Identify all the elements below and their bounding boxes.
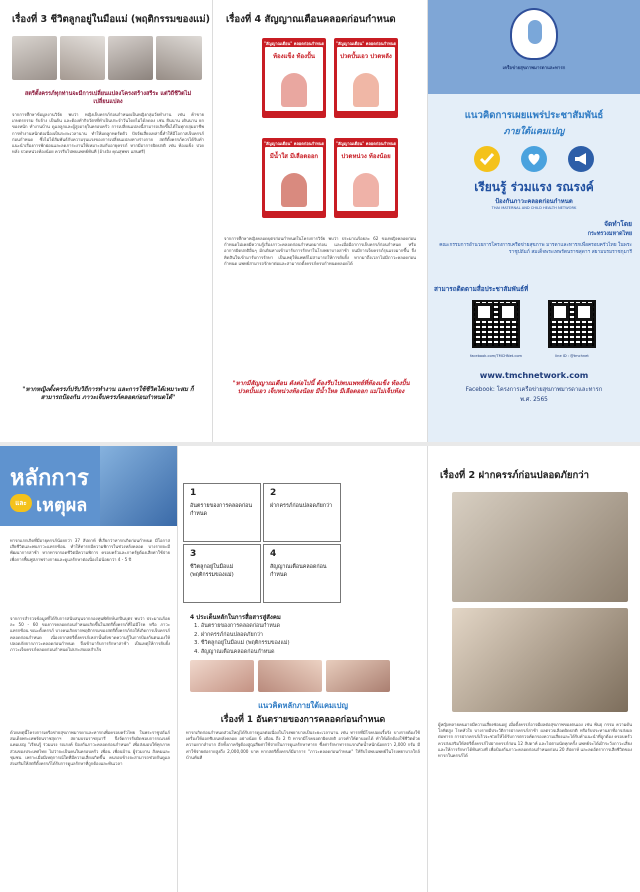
fold-line — [177, 446, 178, 892]
grid-number: 2 — [270, 488, 277, 498]
network-logo — [510, 8, 558, 60]
fold-line — [427, 446, 428, 892]
qr-code-facebook[interactable] — [472, 300, 520, 348]
list-item: 1. อันตรายของการคลอดก่อนกำหนด — [194, 623, 280, 629]
story-grid-cell — [263, 544, 341, 603]
card-label: ปวดบั้นเอว ปวดหลัง — [340, 53, 392, 60]
mother-child-icon — [528, 20, 542, 44]
story-grid-cell — [263, 483, 341, 542]
photo — [12, 36, 57, 80]
premature-baby-photos — [190, 660, 390, 692]
cover-subtitle: ภายใต้แคมเปญ — [503, 127, 565, 137]
publication-year: พ.ศ. 2565 — [520, 397, 548, 403]
qr-caption-line: line ID : @tmchnet — [555, 354, 589, 358]
four-stories-grid — [183, 483, 341, 603]
story3-quote: "หากหญิงตั้งครรภ์ปรับวิถีการทำงาน และการใช้ชีวิตได้เหมาะสม ก็สามารถป้องกัน ภาวะเจ็บครรภ์คลอดก่อนกำหนดได้" — [22, 386, 194, 401]
story1-body: ทารกเกิดก่อนกำหนดส่วนใหญ่ได้รับการดูแลต่อเนื่องในโรงพยาบาลเป็นระยะเวลานาน เช่น ทารกที่มีโรคปอดเรื้อรัง บางรายต้องใช้เครื่องให้ออกซิเจนหลังคลอด อย่างน้อย 6 เดือน ถึง 2 ปี ทารกมีโรคจอตาผิดปกติ อาจทำให้ตาบอดได้ ทำให้เด็กต้องใช้ชีวิตด้วยความยากลำบาก อีกทั้งภาครัฐต้องสูญเสียค่าใช้จ่ายในการดูแลรักษาทารก ซึ่งค่ารักษาทารกแรกเกิดน้ำหนักน้อยกว่า 2,000 กรัม มีค่าใช้จ่ายต่อรายสูงถึง 2,000,000 บาท หากสตรีตั้งครรภ์มีอาการ "ภาวะคลอดก่อนกำหนด" ให้รีบไปพบแพทย์ในโรงพยาบาลใกล้บ้านทันที — [186, 730, 420, 760]
list-item: 3. ชีวิตลูกอยู่ในมือแม่ (พฤติกรรมของแม่) — [194, 640, 290, 647]
follow-label: สามารถติดตามสื่อประชาสัมพันธ์ที่ — [434, 285, 529, 293]
card-caption: "สัญญาณเตือน" คลอดก่อนกำหนด — [263, 41, 325, 46]
story2-body: ผู้หญิงหลายคนอาจมีความเสี่ยงซ่อนอยู่ เมื่อตั้งครรภ์อาจมีผลต่อสุขภาพของตนเอง เช่น พันธุ กรรม ความดันโลหิตสูง โรคหัวใจ บางรายมีประวัติการฝากครรภ์ล่าช้า ผลตรวจเลือดผิดปกติ หรือรับประทานยาที่อาจส่งผลต่อทารก การฝากครรภ์เร็วจะช่วยให้ได้รับการตรวจคัดกรองความเสี่ยงและได้รับคำแนะนำที่ถูกต้อง ครอบครัวควรส่งเสริมให้สตรีตั้งครรภ์ไปฝากครรภ์ก่อน 12 สัปดาห์ และไปตามนัดทุกครั้ง แพทย์จะได้เฝ้าระวังภาวะเสี่ยง และให้การรักษาได้ทันท่วงที เพื่อป้องกันภาวะคลอดก่อนกำหนดก่อน 20 สัปดาห์ และลดอัตราการเสียชีวิตของทารกในครรภ์ได้ — [438, 722, 632, 759]
facebook-link[interactable]: Facebook: โครงการเครือข่ายสุขภาพมารดาและทารก — [465, 387, 603, 393]
grid-number: 3 — [190, 549, 197, 559]
photo — [60, 36, 105, 80]
incubator-photo — [100, 446, 177, 526]
grid-text: ชีวิตลูกอยู่ในมือแม่ (พฤติกรรมของแม่) — [190, 564, 234, 578]
organizer-ministry: กระทรวงมหาดไทย — [587, 231, 632, 237]
card-label: ปวดหน่วง ท้องน้อย — [341, 153, 391, 160]
network-english: THAI MATERNAL AND CHILD HEALTH NETWORK — [491, 206, 577, 210]
story4-heading: เรื่องที่ 4 สัญญาณเตือนคลอดก่อนกำหนด — [226, 14, 396, 25]
card-label: ท้องแข็ง ท้องปั้น — [273, 53, 315, 60]
and-badge: และ — [10, 494, 32, 512]
story-grid-cell — [183, 544, 261, 603]
story3-subheading: สตรีตั้งครรภ์ทุกท่านจะมีการเปลี่ยนแปลงโครงสร้างสรีระ แต่วิถีชีวิตไม่เปลี่ยนแปลง — [24, 91, 192, 105]
organizer-committee: คณะกรรมการอำนวยการโครงการเครือข่ายสุขภาพ มารดาและทารกเพื่อครอบครัวไทย ในพระราชูปถัมภ์ สมเด็จพระเทพรัตนราชสุดาฯ สยามบรมราชกุมารี — [439, 243, 632, 255]
back-pain-illustration — [353, 73, 379, 107]
qr-caption-facebook: facebook.com/TMCHNet.com — [469, 354, 523, 358]
grid-number: 1 — [190, 488, 197, 498]
grid-number: 4 — [270, 549, 277, 559]
story1-heading: เรื่องที่ 1 อันตรายของการคลอดก่อนกำหนด — [220, 715, 386, 725]
pregnant-photos-strip — [12, 36, 202, 80]
photo — [108, 36, 153, 80]
photo — [190, 660, 254, 692]
clinic-photo-1 — [452, 492, 628, 602]
story2-heading: เรื่องที่ 2 ฝากครรภ์ก่อนปลอดภัยกว่า — [440, 470, 590, 481]
cramp-illustration — [353, 173, 379, 207]
principles-banner — [0, 446, 177, 526]
grid-text: สัญญาณเตือนคลอดก่อนกำหนด — [270, 564, 327, 578]
warning-card — [334, 138, 398, 218]
check-icon — [474, 146, 500, 172]
organizer-label: จัดทำโดย — [604, 220, 632, 228]
grid-text: อันตรายของการคลอดก่อนกำหนด — [190, 503, 253, 517]
story4-body: จากการศึกษาหญิงคลอดบุตรก่อนกำหนดในโครงการวิจัย พบว่า ประมาณร้อยละ 62 ของหญิงคลอดก่อนกำหนดไม่เคยมีความรู้เรื่องภาวะคลอดก่อนกำหนดมาก่อน และเมื่อมีอาการเจ็บครรภ์ก่อนกำหนด หรือ อาการผิดปกติอื่นๆ มักเดินทางเข้ามารับการรักษาในโรงพยาบาลล่าช้า จนมีการเจ็บครรภ์รุนแรงมากขึ้น จึงคิดสินใจเข้ามารับการรักษา เป็นเหตุให้แพทย์ไม่สามารถให้การยับยั้ง หากมาถึงเวลาไม่มีภาวะคลอดก่อนกำหนด แพทย์สามารถรักษาต่อและสามารถตั้งครรภ์ครบกำหนดคลอดได้ — [224, 236, 416, 266]
card-caption: "สัญญาณเตือน" คลอดก่อนกำหนด — [263, 141, 325, 146]
card-label: มีน้ำใส มีเลือดออก — [269, 153, 319, 160]
logo-text: เครือข่ายสุขภาพมารดาและทารก — [502, 66, 566, 71]
campaign-slogan: เรียนรู้ ร่วมแรง รณรงค์ — [474, 180, 594, 194]
fold-line — [212, 0, 213, 442]
brochure-inside — [0, 446, 640, 892]
belly-illustration — [281, 73, 307, 107]
concept-line: แนวคิดหลักภายใต้แคมเปญ — [258, 701, 348, 710]
key-issues-title: 4 ประเด็นหลักในการสื่อสารสู่สังคม — [190, 614, 281, 621]
bleeding-illustration — [281, 173, 307, 207]
principles-para2: จากการสำรวจข้อมูลที่ได้รับการสนับสนุนจากกองทุนพิทักษ์นกปืนบุตร พบว่า ประมาณร้อยละ 50 - 60 ของการคลอดก่อนกำหนดเกิดขึ้นในสตรีตั้งครรภ์ที่ไม่มีโรค หรือ ภาวะแทรกซ้อน ขณะตั้งครรภ์ บางคนเกิดจากพฤติกรรมของสตรีตั้งครรภ์ก่อให้เกิดการเจ็บครรภ์คลอดก่อนกำหนด เนื่องจากสตรีตั้งครรภ์เหล่านั้นยังขาดความรู้ในการป้องกันตนเองให้ปลอดภัยจากภาวะคลอดก่อนกำหนด จึงเข้ามารับการรักษาล่าช้า เป็นเหตุให้การยับยั้งภาวะเจ็บครรภ์คลอดก่อนกำหนดไม่ประสบผลสำเร็จ — [10, 616, 170, 653]
principles-title: หลักการ — [10, 466, 89, 491]
key-issues-list — [194, 622, 394, 656]
warning-card — [262, 138, 326, 218]
photo — [326, 660, 390, 692]
card-caption: "สัญญาณเตือน" คลอดก่อนกำหนด — [335, 141, 397, 146]
qr-code-line[interactable] — [548, 300, 596, 348]
list-item: 4. สัญญาณเตือนคลอดก่อนกำหนด — [194, 648, 275, 655]
website-link[interactable]: www.tmchnetwork.com — [479, 370, 589, 380]
list-item: 2. ฝากครรภ์ก่อนปลอดภัยกว่า — [194, 631, 263, 638]
story3-heading: เรื่องที่ 3 ชีวิตลูกอยู่ในมือแม่ (พฤติกรรมของแม่) — [12, 14, 211, 25]
photo — [258, 660, 322, 692]
heart-icon — [521, 146, 547, 172]
card-caption: "สัญญาณเตือน" คลอดก่อนกำหนด — [335, 41, 397, 46]
warning-card — [334, 38, 398, 118]
clinic-photo-2 — [452, 608, 628, 712]
story4-warning: "หากมีสัญญาณเตือน ดังต่อไปนี้ ต้องรีบไปพบแพทย์ที่ท้องแข็ง ท้องปั้น ปวดบั้นเอว เจ็บหน่วงท้องน้อย มีน้ำใหล มีเลือดออก แม่ไม่เจ็บท้อง — [232, 380, 410, 395]
principles-para1: ทารกแรกเกิดที่มีอายุครรภ์น้อยกว่า 37 สัปดาห์ ที่เรียกว่าทารกเกิดก่อนกำหนด มีโอกาสเสียชีวิตและพบภาวะแทรกซ้อน ทำให้ทารกมีความพิการในช่วงหลังคลอด บางรายจะมีพัฒนาการล่าช้า หากทารกรอดชีวิตมีความพิการ ครอบครัวและภาครัฐต้องเสียค่าใช้จ่ายเพื่อการฟื้นฟูสภาพร่างกายและดูแลรักษาต่อเนื่องไม่น้อยกว่า 4 - 5 ปี — [10, 538, 170, 562]
cover-panel — [428, 0, 640, 442]
campaign-sub: ป้องกันภาวะคลอดก่อนกำหนด — [495, 198, 573, 205]
warning-card — [262, 38, 326, 118]
brochure-outside — [0, 0, 640, 442]
principles-para3: ด้วยเหตุนี้โครงการเครือข่ายสุขภาพมารดาและทารกเพื่อครอบครัวไทย ในพระราชูปถัมภ์ สมเด็จพระเทพรัตนราชสุดาฯ สยามบรมราชกุมารี จึงจัดการรับผิดชอบการรณรงค์แคมเปญ "เรียนรู้ ร่วมแรง รณรงค์ ป้องกันภาวะคลอดก่อนกำหนด" เพื่อส่งมอบให้ทุกภาคส่วนของประเทศไทย ไม่ว่าจะเป็นคนในครอบครัว เพื่อน เพื่อนบ้าน ผู้ร่วมงาน สังคมและชุมชน เพราะเมื่อมีเหตุการณ์ใดที่มีความเสี่ยงเกิดขึ้น คนรอบข้างจะสามารถช่วยกันดูแล ส่งเสริมให้สตรีตั้งครรภ์ได้รับการดูแลรักษาที่ถูกต้องและทันเวลา — [10, 730, 170, 767]
cover-title: แนวคิดการเผยแพร่ประชาสัมพันธ์ — [464, 110, 604, 121]
reasons-title: เหตุผล — [36, 495, 88, 516]
story-grid-cell — [183, 483, 261, 542]
story3-body: จากการศึกษาข้อมูลงานวิจัย พบว่า หญิงเจ็บครรภ์ก่อนกำหนดเป็นหญิงกลุ่มวัยทำงาน เช่น ค้าขาย เกษตรกรรม รับจ้าง เป็นต้น และต้องทำกิจวัตรที่ทำเป็นประจำวันโดยไม่ได้ลดลง เช่น ยืนนาน เดินนาน ยกของหนัก ทำงานบ้าน ดูแลลูกและผู้สูงอายุในครอบครัว การเปลี่ยนแปลงนี้สามารถเกิดขึ้นได้ในทุกกลุ่มอาชีพ การทำงานหนักต่อเนื่องเป็นระยะเวลานาน ทำให้มดลูกหดรัดตัว ปัจจัยเสี่ยงเหล่านี้ทำให้มีโอกาสเจ็บครรภ์ก่อนกำหนด ซึ่งไม่ได้สัมพันธ์กับความรุนแรงของการเปลี่ยนแปลงทางร่างกาย สตรีตั้งครรภ์ควรได้รับคำแนะนำเรื่องการพักผ่อนและลดภาระงานให้เหมาะสมกับอายุครรภ์ หากมีอาการผิดปกติ เช่น ท้องแข็ง ปวดหลัง ปวดหน่วงท้องน้อย ควรรีบไปพบแพทย์ทันที (อ้างอิง คุณสุพพร แสนศรี) — [12, 112, 204, 155]
grid-text: ฝากครรภ์ก่อนปลอดภัยกว่า — [270, 503, 333, 509]
megaphone-icon — [568, 146, 594, 172]
photo — [156, 36, 202, 80]
